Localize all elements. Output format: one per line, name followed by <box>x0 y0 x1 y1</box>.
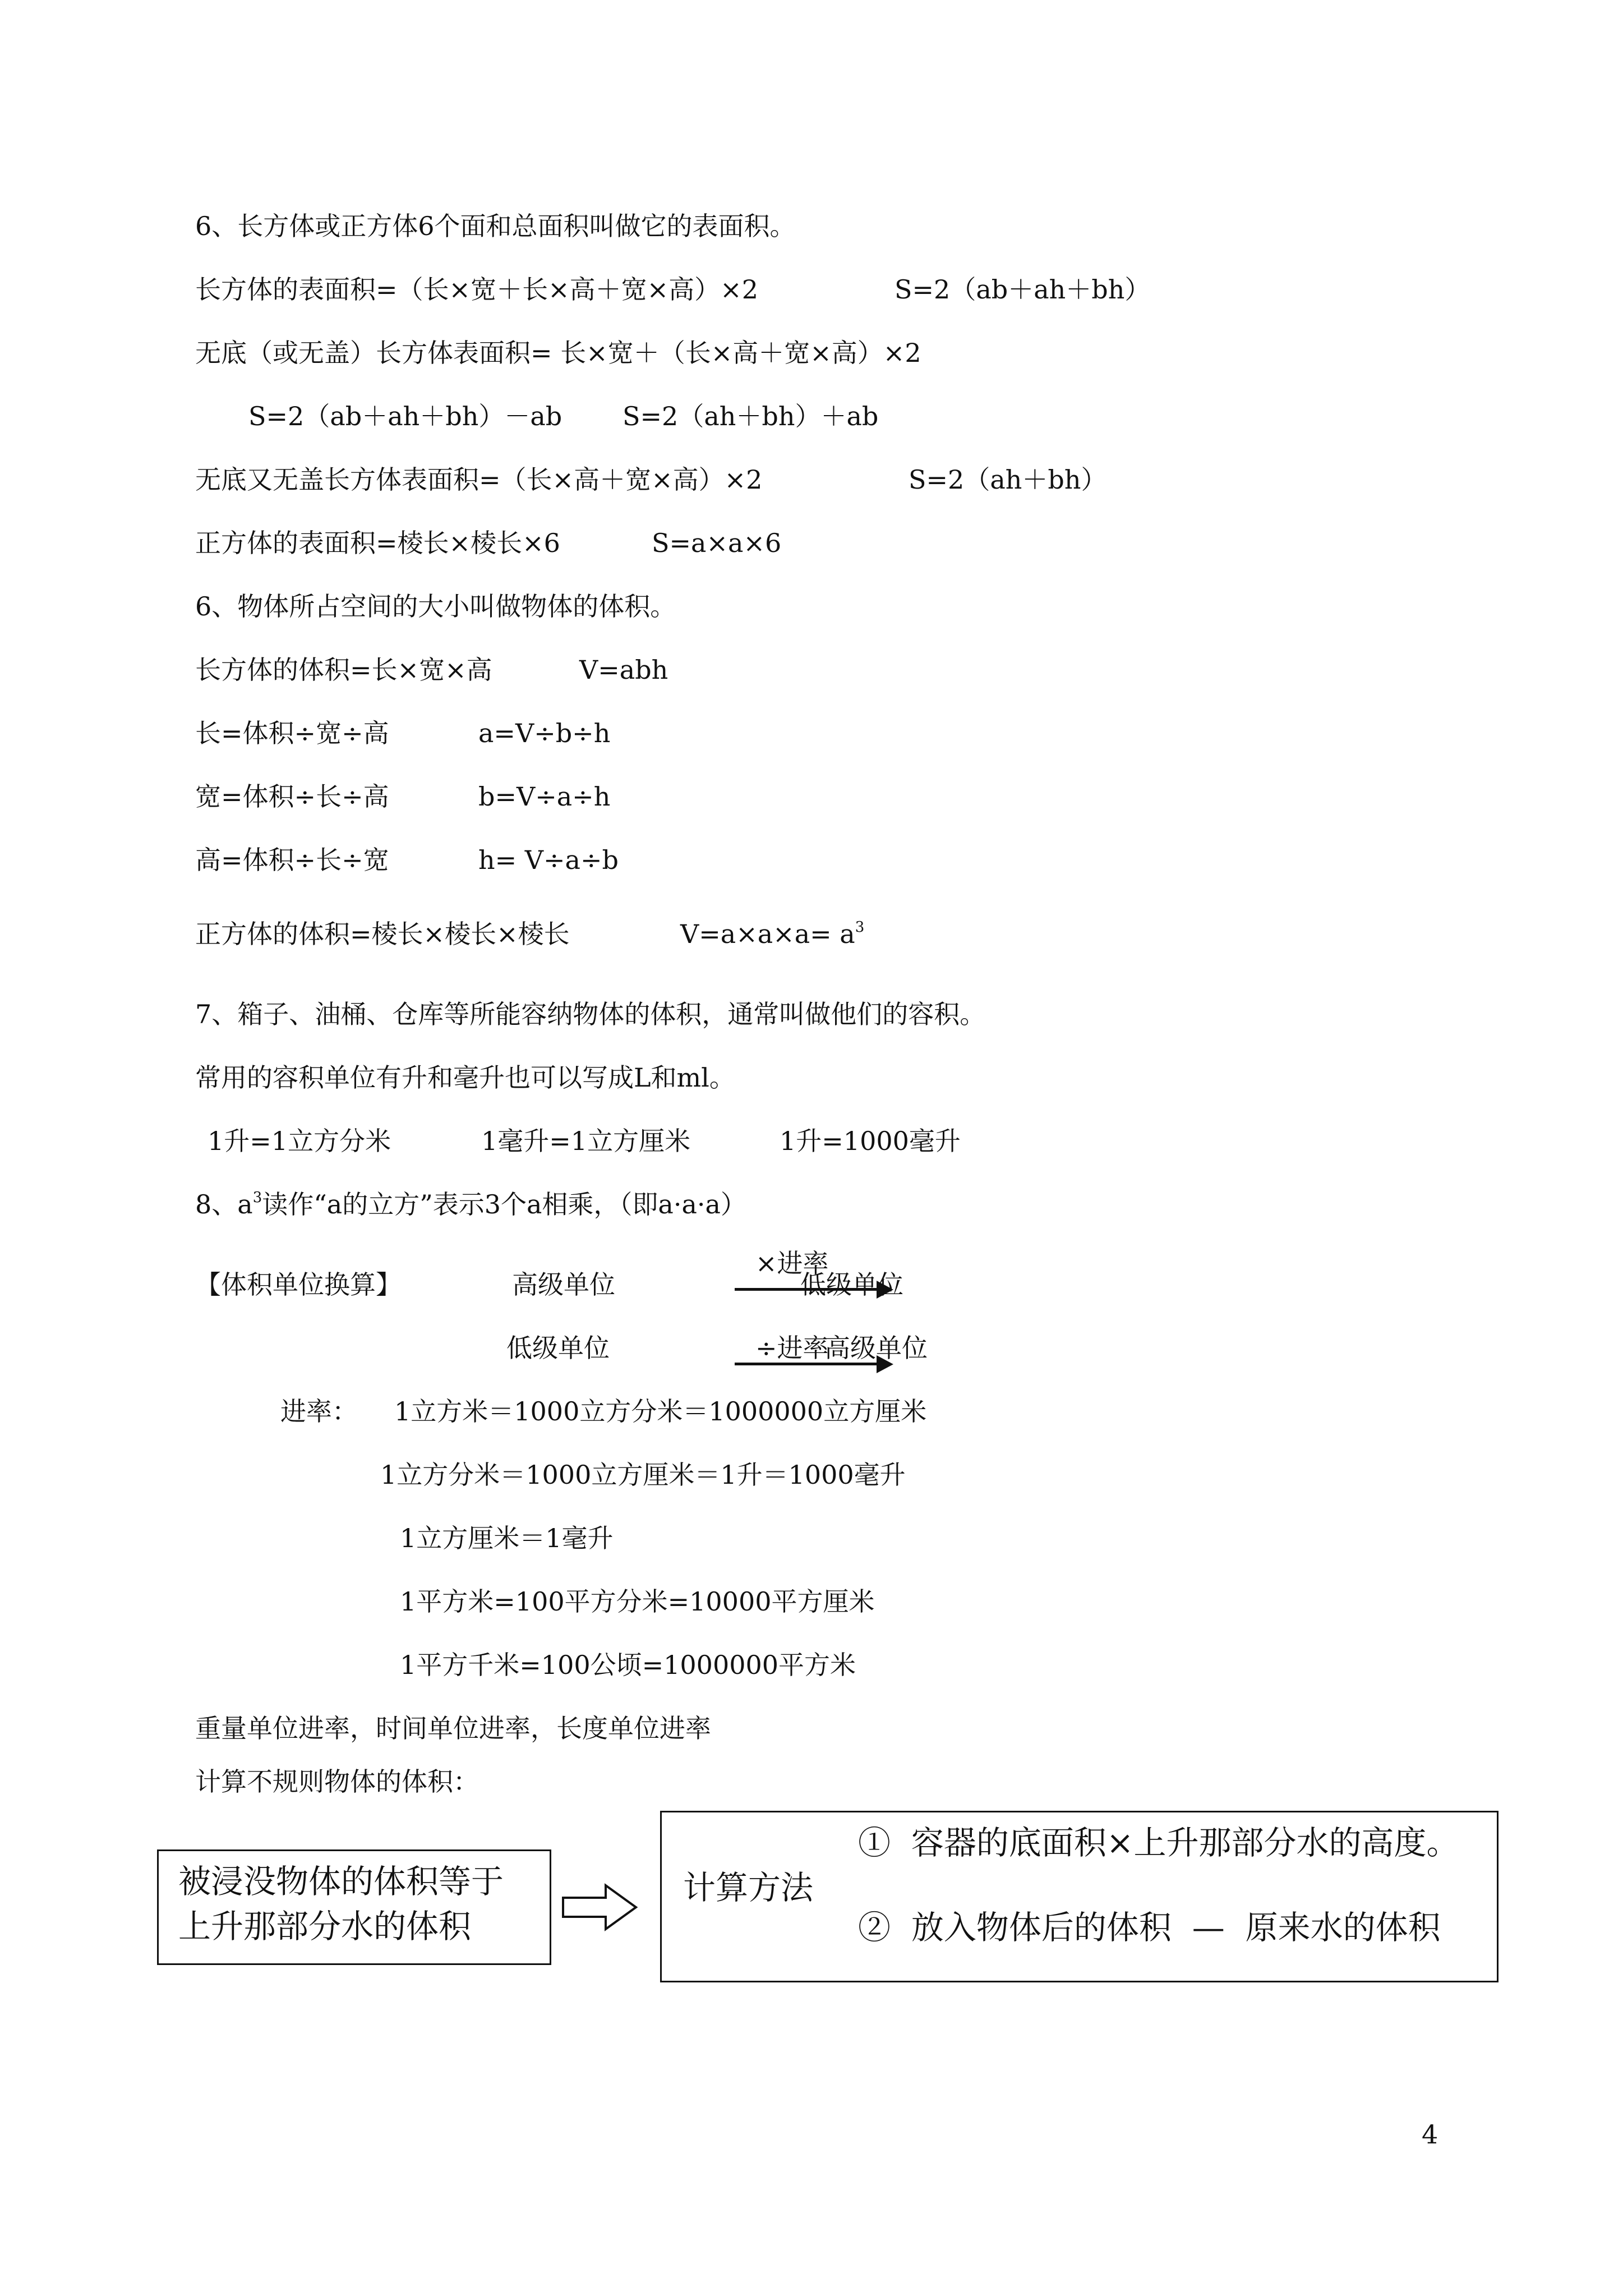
hollow-arrow-right-icon <box>561 1882 639 1932</box>
calculation-method-label: 计算方法 <box>683 1869 814 1907</box>
rate-square-kilometer: 1平方千米=100公顷=1000000平方米 <box>400 1650 856 1680</box>
rate-label: 进率： <box>280 1396 358 1427</box>
line-liter-equivalence: 1升=1立方分米 <box>208 1126 391 1156</box>
line-capacity-units: 常用的容积单位有升和毫升也可以写成L和ml。 <box>195 1062 735 1093</box>
cube-volume-exponent: 3 <box>855 919 865 936</box>
conversion-low-unit-target: 低级单位 <box>800 1269 903 1300</box>
line-cube-notation <box>195 1188 746 1226</box>
line-volume-definition: 6、物体所占空间的大小叫做物体的体积。 <box>195 591 676 622</box>
line-cuboid-volume-formula: 长方体的体积=长×宽×高 <box>195 655 492 685</box>
line-cube-volume-symbolic <box>680 917 864 955</box>
line-cuboid-surface-symbolic: S=2（ab＋ah＋bh） <box>895 274 1151 305</box>
line-height-symbolic: h= V÷a÷b <box>478 845 619 875</box>
line-cube-surface-symbolic: S=a×a×6 <box>652 528 782 558</box>
cube-notation-text: 读作“a的立方”表示3个a相乘，（即a·a·a） <box>262 1189 746 1220</box>
line-no-bottom-no-top-formula: 无底又无盖长方体表面积=（长×高＋宽×高）×2 <box>195 464 763 495</box>
line-milliliter-equivalence: 1毫升=1立方厘米 <box>481 1126 691 1156</box>
line-no-bottom-no-top-symbolic: S=2（ah＋bh） <box>909 464 1107 495</box>
line-no-bottom-symbolic-1: S=2（ab＋ah＋bh）－ab <box>248 401 562 431</box>
line-cube-volume-formula: 正方体的体积=棱长×棱长×棱长 <box>195 919 570 949</box>
line-length-formula: 长=体积÷宽÷高 <box>195 718 389 748</box>
rate-cubic-centimeter: 1立方厘米＝1毫升 <box>400 1523 614 1553</box>
rate-cubic-decimeter: 1立方分米＝1000立方厘米＝1升＝1000毫升 <box>380 1460 906 1490</box>
line-cube-surface-formula: 正方体的表面积=棱长×棱长×6 <box>195 528 560 558</box>
immersed-volume-text-2: 上升那部分水的体积 <box>178 1907 472 1945</box>
line-length-symbolic: a=V÷b÷h <box>478 718 611 748</box>
cube-notation-prefix: 8、a <box>195 1189 253 1220</box>
line-liter-milliliter: 1升=1000毫升 <box>780 1126 961 1156</box>
line-cuboid-surface-formula: 长方体的表面积=（长×宽＋长×高＋宽×高）×2 <box>195 274 758 305</box>
line-irregular-volume-heading: 计算不规则物体的体积： <box>195 1766 479 1797</box>
conversion-high-unit-target: 高级单位 <box>824 1333 928 1363</box>
rate-cubic-meter: 1立方米＝1000立方分米＝1000000立方厘米 <box>394 1396 927 1427</box>
calculation-method-2: ② 放入物体后的体积 — 原来水的体积 <box>858 1908 1441 1947</box>
conversion-title: 【体积单位换算】 <box>195 1269 402 1300</box>
line-capacity-definition: 7、箱子、油桶、仓库等所能容纳物体的体积，通常叫做他们的容积。 <box>195 999 986 1029</box>
cube-notation-exponent: 3 <box>252 1189 262 1206</box>
line-height-formula: 高=体积÷长÷宽 <box>195 845 389 875</box>
cube-volume-text: V=a×a×a= a <box>680 919 855 949</box>
conversion-low-unit: 低级单位 <box>506 1333 610 1363</box>
conversion-divide-label: ÷进率 <box>755 1333 829 1363</box>
immersed-volume-text-1: 被浸没物体的体积等于 <box>178 1862 504 1901</box>
conversion-high-unit: 高级单位 <box>512 1269 615 1300</box>
line-width-formula: 宽=体积÷长÷高 <box>195 781 389 812</box>
line-other-rates: 重量单位进率，时间单位进率，长度单位进率 <box>195 1713 711 1743</box>
line-cuboid-volume-symbolic: V=abh <box>579 655 668 685</box>
rate-square-meter: 1平方米=100平方分米=10000平方厘米 <box>400 1586 875 1617</box>
calculation-method-1: ① 容器的底面积×上升那部分水的高度。 <box>858 1824 1459 1862</box>
page-number: 4 <box>1422 2119 1438 2150</box>
line-surface-area-definition: 6、长方体或正方体6个面和总面积叫做它的表面积。 <box>195 211 796 241</box>
conversion-multiply-label: ×进率 <box>755 1248 829 1278</box>
line-no-bottom-symbolic-2: S=2（ah＋bh）＋ab <box>623 401 879 431</box>
line-width-symbolic: b=V÷a÷h <box>478 781 611 812</box>
line-no-bottom-surface-formula: 无底（或无盖）长方体表面积= 长×宽＋（长×高＋宽×高）×2 <box>195 338 921 368</box>
